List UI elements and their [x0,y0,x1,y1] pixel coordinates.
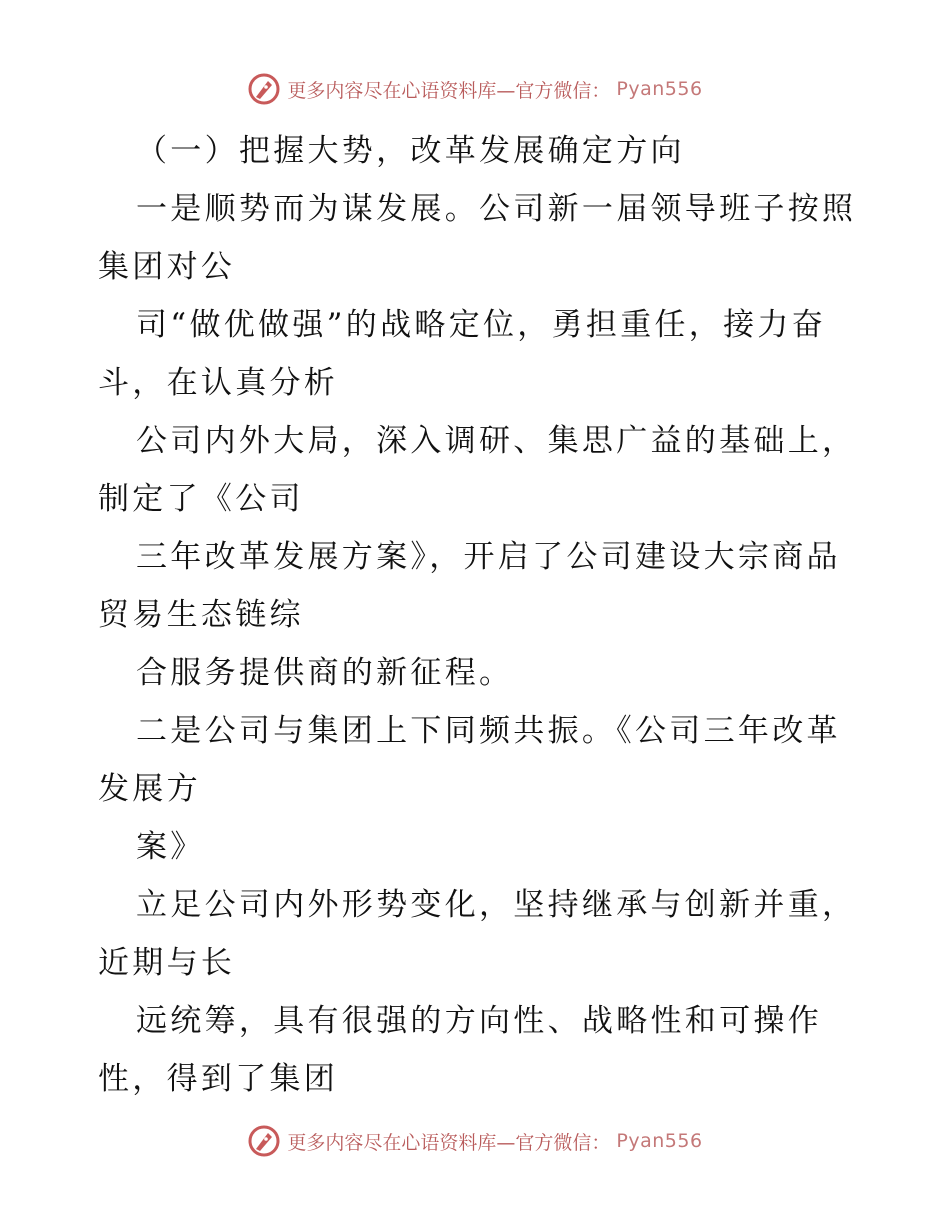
doc-line: 贸易生态链综 [98,597,304,633]
document-body [98,122,858,1108]
doc-line: 公司内外大局，深入调研、集思广益的基础上， [136,423,857,459]
watermark-wechat-id: Pyan556 [616,1130,703,1152]
doc-line: （一）把握大势，改革发展确定方向 [136,133,685,169]
doc-line: 性，得到了集团 [98,1061,339,1097]
header-watermark [0,72,950,106]
doc-line: 二是公司与集团上下同频共振。《公司三年改革 [136,713,841,749]
doc-line: 合服务提供商的新征程。 [136,655,514,691]
doc-line: 司“做优做强”的战略定位，勇担重任，接力奋 [136,307,826,343]
pen-nib-circle-icon [247,1124,281,1158]
watermark-text: 更多内容尽在心语资料库—官方微信： [287,1131,611,1154]
doc-line: 近期与长 [98,945,236,981]
doc-line: 发展方 [98,771,201,807]
doc-line: 案》 [136,829,205,865]
doc-line: 集团对公 [98,249,236,285]
doc-line: 远统筹，具有很强的方向性、战略性和可操作 [136,1003,822,1039]
pen-nib-circle-icon [247,72,281,106]
doc-line: 制定了《公司 [98,481,304,517]
watermark-wechat-id: Pyan556 [616,78,703,100]
doc-line: 斗，在认真分析 [98,365,339,401]
footer-watermark [0,1124,950,1158]
doc-line: 一是顺势而为谋发展。公司新一届领导班子按照 [136,191,857,227]
doc-line: 三年改革发展方案》，开启了公司建设大宗商品 [136,539,841,575]
watermark-text: 更多内容尽在心语资料库—官方微信： [287,79,611,102]
doc-line: 立足公司内外形势变化，坚持继承与创新并重， [136,887,857,923]
